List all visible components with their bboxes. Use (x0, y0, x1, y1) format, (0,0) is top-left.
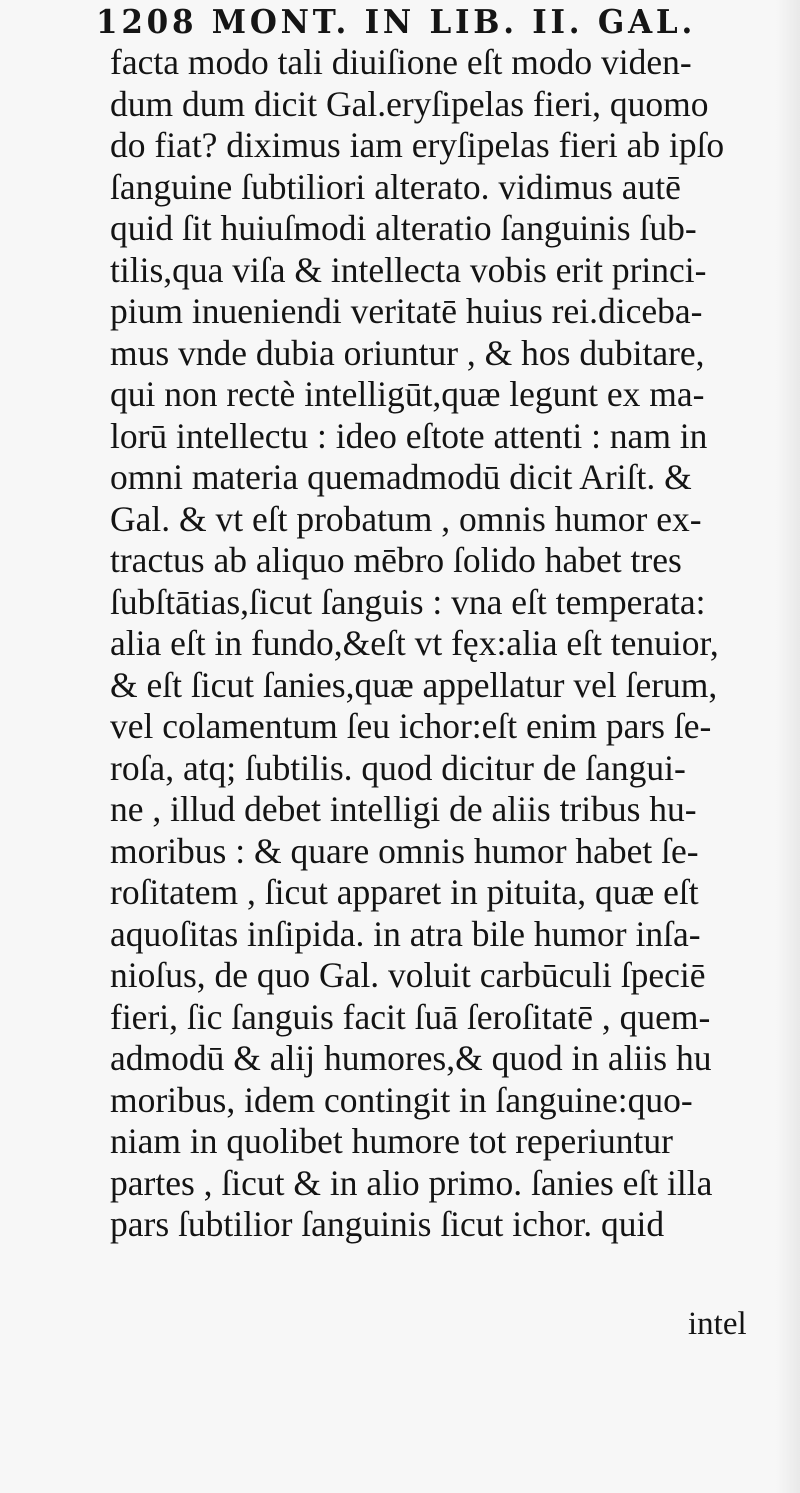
text-line: facta modo tali diuiſione eſt modo viden- (110, 42, 692, 82)
text-line: moribus : & quare omnis humor habet ſe- (110, 830, 699, 871)
text-line: do fiat? diximus iam eryſipelas fieri ab ipſo (110, 125, 725, 165)
text-line: tilis,qua viſa & intellecta vobis erit princi- (110, 249, 707, 290)
text-line: Gal. & vt eſt probatum , omnis humor ex- (110, 498, 702, 539)
text-line: fieri, ſic ſanguis facit ſuā ſeroſitatē , quem- (110, 996, 711, 1037)
text-line: niam in quolibet humore tot reperiuntur (110, 1121, 673, 1161)
text-line: moribus, idem contingit in ſanguine:quo- (110, 1079, 693, 1120)
text-line: qui non rectè intelligūt,quæ legunt ex ma- (110, 374, 705, 414)
text-line: lorū intellectu : ideo eſtote attenti : nam in (110, 415, 708, 456)
text-line: admodū & alij humores,& quod in aliis hu (110, 1038, 712, 1078)
text-line: ne , illud debet intelligi de aliis tribus hu- (110, 789, 697, 829)
body-text (110, 42, 770, 1246)
text-line: omni materia quemadmodū dicit Ariſt. & (110, 457, 692, 497)
running-head: 1208 MONT. IN LIB. II. GAL. (96, 2, 697, 41)
text-line: dum dum dicit Gal.eryſipelas fieri, quomo (110, 83, 709, 124)
text-line: partes , ſicut & in alio primo. ſanies eſt illa (110, 1162, 713, 1203)
text-line: alia eſt in fundo,&eſt vt fęx:alia eſt tenuior, (110, 623, 719, 663)
text-line: nioſus, de quo Gal. voluit carbūculi ſpeciē (110, 955, 706, 995)
catchword: intel (688, 1306, 747, 1342)
text-line: vel colamentum ſeu ichor:eſt enim pars ſe- (110, 706, 712, 746)
text-line: roſa, atq; ſubtilis. quod dicitur de ſangui- (110, 747, 686, 788)
text-line: tractus ab aliquo mēbro ſolido habet tres (110, 540, 682, 580)
text-line: mus vnde dubia oriuntur , & hos dubitare, (110, 332, 705, 373)
text-line: ſubſtātias,ſicut ſanguis : vna eſt temperata: (110, 581, 706, 622)
text-line: ſanguine ſubtiliori alterato. vidimus autē (110, 166, 681, 207)
text-line: aquoſitas inſipida. in atra bile humor inſa- (110, 913, 701, 954)
text-line: & eſt ſicut ſanies,quæ appellatur vel ſerum, (110, 664, 718, 705)
text-line: roſitatem , ſicut apparet in pituita, quæ eſt (110, 872, 699, 912)
page-edge (776, 0, 800, 1493)
text-line: quid ſit huiuſmodi alteratio ſanguinis ſub- (110, 208, 697, 248)
text-line: pars ſubtilior ſanguinis ſicut ichor. quid (110, 1204, 665, 1244)
text-line: pium inueniendi veritatē huius rei.diceba- (110, 291, 703, 331)
